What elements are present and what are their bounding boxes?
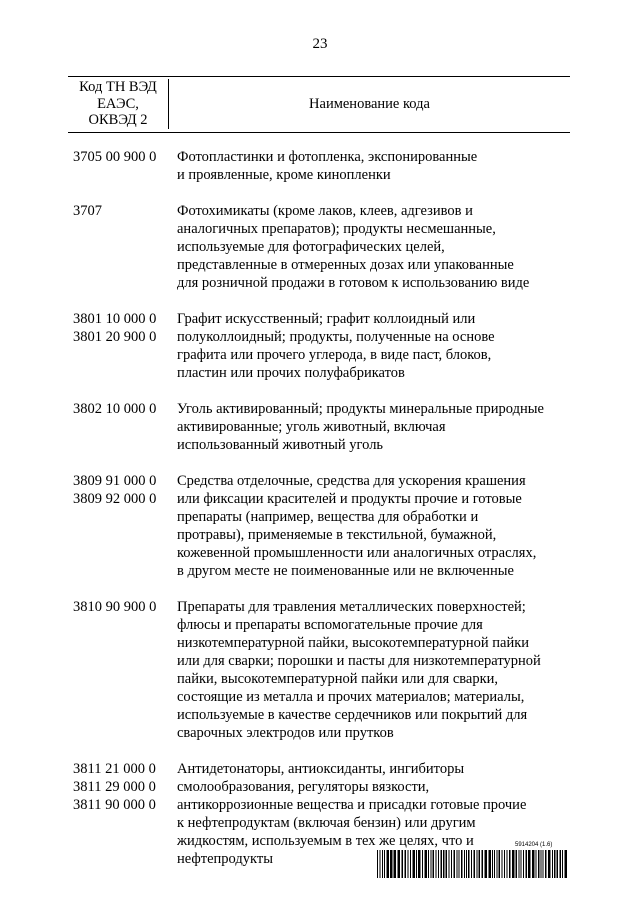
barcode-bar — [416, 850, 417, 878]
barcode-bar — [398, 850, 401, 878]
barcode-bar — [454, 850, 456, 878]
barcode-bar — [519, 850, 520, 878]
barcode-bar — [402, 850, 404, 878]
description-line: пластин или прочих полуфабрикатов — [177, 365, 405, 381]
barcode-bar — [410, 850, 411, 878]
barcode-bar — [468, 850, 470, 878]
barcode-bar — [557, 850, 559, 878]
header-code-line: ЕАЭС, — [97, 95, 139, 112]
barcode-bar — [532, 850, 535, 878]
barcode-bar — [431, 850, 432, 878]
barcode-bar — [433, 850, 435, 878]
description-line: и проявленные, кроме кинопленки — [177, 167, 391, 183]
description-line: смолообразования, регуляторы вязкости, — [177, 779, 430, 795]
description-line: Препараты для травления металлических поверхностей; — [177, 599, 526, 615]
barcode-bar — [485, 850, 488, 878]
description-line: кожевенной промышленности или аналогичных отраслях, — [177, 545, 537, 561]
header-code-line: ОКВЭД 2 — [88, 112, 148, 128]
description-line: или фиксации красителей и продукты прочие и готовые — [177, 491, 522, 507]
description-cell — [177, 472, 573, 580]
barcode-bar — [536, 850, 537, 878]
description-line: активированные; уголь животный, включая — [177, 419, 446, 435]
description-line: антикоррозионные вещества и присадки готовые прочие — [177, 797, 527, 813]
description-line: Антидетонаторы, антиоксиданты, ингибиторы — [177, 761, 465, 777]
barcode-bar — [394, 850, 397, 878]
description-line: состоящие из металла и прочих материалов; материалы, — [177, 689, 525, 705]
barcode-bar — [418, 850, 421, 878]
barcode-bar — [405, 850, 407, 878]
code-table-body — [73, 148, 573, 886]
barcode-bar — [526, 850, 528, 878]
barcode-bar — [489, 850, 492, 878]
code-cell — [73, 310, 177, 382]
barcode-bar — [413, 850, 416, 878]
header-code-line: Код ТН ВЭД — [79, 79, 157, 95]
barcode-bar — [548, 850, 551, 878]
barcode-image — [377, 850, 569, 878]
page-number: 23 — [312, 36, 328, 52]
header-code-column — [68, 79, 169, 129]
description-line: флюсы и препараты вспомогательные прочие для — [177, 617, 483, 633]
description-line: графита или прочего углерода, в виде паст, блоков, — [177, 347, 492, 363]
barcode-bar — [528, 850, 531, 878]
barcode-bar — [380, 850, 381, 878]
description-line: сварочных электродов или прутков — [177, 725, 394, 741]
description-line: представленные в отмеренных дозах или упакованные — [177, 257, 514, 273]
table-row — [73, 148, 573, 184]
table-row — [73, 598, 573, 742]
description-cell — [177, 202, 573, 292]
description-line: к нефтепродуктам (включая бензин) или другим — [177, 815, 476, 831]
description-line: протравы), применяемые в текстильной, бумажной, — [177, 527, 497, 543]
barcode-bar — [504, 850, 505, 878]
description-line: нефтепродукты — [177, 851, 273, 867]
barcode-bar — [441, 850, 443, 878]
code-cell — [73, 148, 177, 184]
description-line: Уголь активированный; продукты минеральные природные — [177, 401, 544, 417]
code-cell — [73, 400, 177, 454]
description-cell — [177, 598, 573, 742]
description-line: в другом месте не поименованные или не включенные — [177, 563, 514, 579]
description-line: Фотохимикаты (кроме лаков, клеев, адгезивов и — [177, 203, 473, 219]
barcode-bar — [507, 850, 508, 878]
table-header — [68, 76, 570, 133]
code-value: 3811 90 000 0 — [73, 797, 156, 813]
description-line: Средства отделочные, средства для ускорения крашения — [177, 473, 526, 489]
barcode-bar — [443, 850, 445, 878]
barcode-bar — [449, 850, 450, 878]
barcode-bar — [521, 850, 522, 878]
barcode-bar — [545, 850, 547, 878]
description-cell — [177, 148, 573, 184]
code-cell — [73, 202, 177, 292]
barcode-bar — [538, 850, 540, 878]
barcode-bar — [562, 850, 563, 878]
code-value: 3811 29 000 0 — [73, 779, 156, 795]
barcode-bar — [474, 850, 476, 878]
barcode-bar — [492, 850, 493, 878]
barcode-bar — [390, 850, 393, 878]
description-line: использованный животный уголь — [177, 437, 384, 453]
code-value: 3801 10 000 0 — [73, 311, 157, 327]
code-value: 3809 92 000 0 — [73, 491, 157, 507]
description-line: аналогичных препаратов); продукты несмешанные, — [177, 221, 496, 237]
barcode-bar — [554, 850, 556, 878]
code-value: 3809 91 000 0 — [73, 473, 157, 489]
table-row — [73, 400, 573, 454]
barcode-bar — [438, 850, 439, 878]
description-line: полуколлоидный; продукты, полученные на основе — [177, 329, 495, 345]
barcode-bar — [451, 850, 452, 878]
description-line: жидкостям, используемым в тех же целях, что и — [177, 833, 474, 849]
description-cell — [177, 310, 573, 382]
code-value: 3707 — [73, 203, 102, 219]
barcode-bar — [461, 850, 463, 878]
table-row — [73, 472, 573, 580]
description-line: или для сварки; порошки и пасты для низкотемпературной — [177, 653, 541, 669]
barcode-bar — [471, 850, 472, 878]
description-line: для розничной продажи в готовом к использованию виде — [177, 275, 530, 291]
barcode-bar — [541, 850, 542, 878]
barcode-bar — [560, 850, 562, 878]
barcode-bar — [512, 850, 515, 878]
code-value: 3811 21 000 0 — [73, 761, 156, 777]
code-cell — [73, 598, 177, 742]
code-value: 3705 00 900 0 — [73, 149, 157, 165]
barcode-bar — [387, 850, 390, 878]
barcode-bar — [482, 850, 484, 878]
barcode-bar — [466, 850, 467, 878]
code-cell — [73, 472, 177, 580]
barcode-caption: 5914204 (1.6) — [515, 842, 553, 848]
barcode-bar — [446, 850, 448, 878]
barcode-bar — [457, 850, 458, 878]
barcode-bar — [499, 850, 501, 878]
description-line: Графит искусственный; графит коллоидный или — [177, 311, 476, 327]
barcode-bar — [477, 850, 478, 878]
barcode-bar — [552, 850, 553, 878]
barcode-bar — [377, 850, 378, 878]
description-line: используемые в качестве сердечников или покрытий для — [177, 707, 528, 723]
barcode-bar — [509, 850, 511, 878]
description-cell — [177, 400, 573, 454]
description-line: препараты (например, вещества для обработки и — [177, 509, 479, 525]
header-name-column: Наименование кода — [309, 96, 430, 112]
barcode-bar — [459, 850, 460, 878]
barcode-bar — [382, 850, 383, 878]
barcode-bar — [494, 850, 495, 878]
barcode-bar — [516, 850, 518, 878]
barcode-bar — [425, 850, 428, 878]
barcode-bar — [497, 850, 498, 878]
barcode-bar — [479, 850, 481, 878]
barcode-bar — [543, 850, 544, 878]
barcode-bar — [384, 850, 385, 878]
barcode-bar — [502, 850, 503, 878]
code-value: 3810 90 900 0 — [73, 599, 157, 615]
barcode-bar — [565, 850, 568, 878]
table-row — [73, 202, 573, 292]
description-line: низкотемпературной пайки, высокотемпературной пайки — [177, 635, 530, 651]
table-row — [73, 310, 573, 382]
description-line: Фотопластинки и фотопленка, экспонированные — [177, 149, 478, 165]
barcode-bar — [436, 850, 437, 878]
barcode-bar — [464, 850, 465, 878]
barcode-bar — [428, 850, 429, 878]
code-value: 3802 10 000 0 — [73, 401, 157, 417]
description-line: пайки, высокотемпературной пайки или для сварки, — [177, 671, 499, 687]
barcode-bar — [523, 850, 524, 878]
description-line: используемые для фотографических целей, — [177, 239, 445, 255]
code-value: 3801 20 900 0 — [73, 329, 157, 345]
barcode-bar — [408, 850, 409, 878]
barcode-bar — [422, 850, 423, 878]
code-cell — [73, 760, 177, 868]
